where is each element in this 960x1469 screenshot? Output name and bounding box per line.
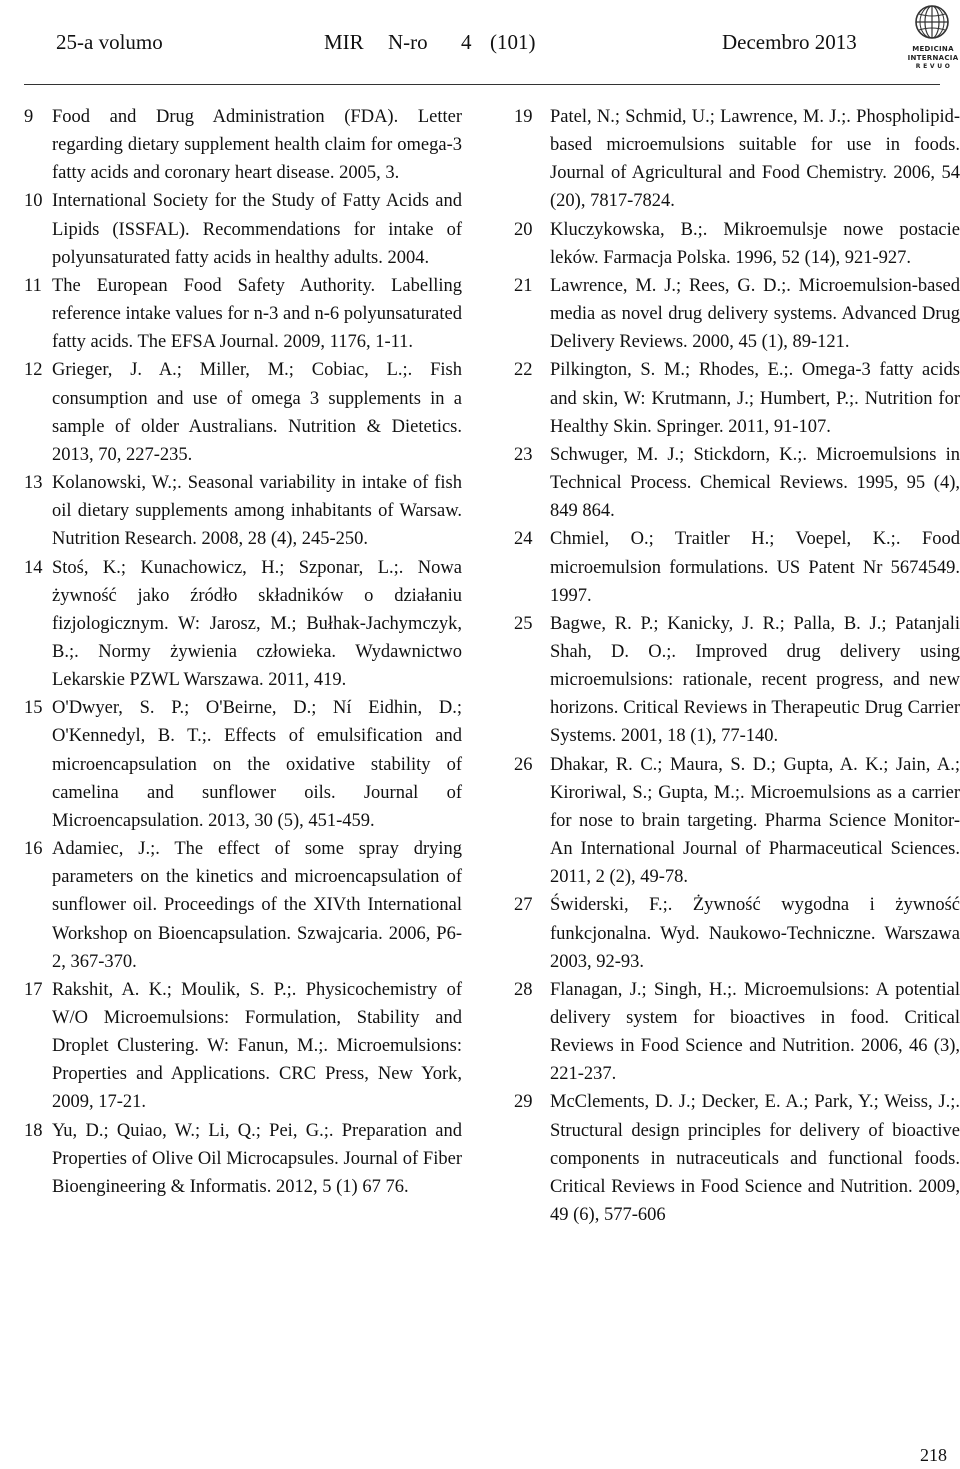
- reference-number: 18: [24, 1120, 43, 1141]
- reference-item: [24, 187, 462, 271]
- reference-text: The European Food Safety Authority. Labelling reference intake values for n-3 and n-6 polyunsaturated fatty acids. The EFSA Journal. 2009, 1176, 1-11.: [52, 275, 462, 353]
- journal-logo: [906, 4, 958, 76]
- reference-item: [514, 891, 960, 975]
- header-issue-number: 4: [461, 30, 472, 54]
- reference-item: [24, 272, 462, 356]
- reference-item: [24, 103, 462, 187]
- reference-text: Stoś, K.; Kunachowicz, H.; Szponar, L.;. Nowa żywność jako źródło składników o działaniu fizjologicznym. W: Jarosz, M.; Bułhak-Jachymczyk, B.;. Normy żywienia człowieka. Wydawnictwo Lekarskie PZWL Warszawa. 2011, 419.: [52, 557, 462, 691]
- reference-item: [514, 976, 960, 1089]
- reference-text: O'Dwyer, S. P.; O'Beirne, D.; Ní Eidhin, D.; O'Kennedyl, B. T.;. Effects of emulsification and microencapsulation on the oxidative stability of camelina and sunflower oils. Journal of Microencapsulation. 2013, 30 (5), 451-459.: [52, 698, 462, 831]
- reference-item: [24, 835, 462, 976]
- page-number: 218: [920, 1445, 947, 1465]
- reference-number: 14: [24, 557, 43, 578]
- reference-text: Pilkington, S. M.; Rhodes, E.;. Omega-3 fatty acids and skin, W: Krutmann, J.; Humbert, P.;. Nutrition for Healthy Skin. Springer. 2011, 91-107.: [550, 360, 960, 437]
- reference-item: [514, 356, 960, 440]
- reference-number: 27: [514, 895, 533, 916]
- header-journal: MIR: [324, 30, 364, 54]
- reference-number: 25: [514, 613, 533, 634]
- reference-number: 26: [514, 754, 533, 775]
- reference-text: Świderski, F.;. Żywność wygodna i żywność funkcjonalna. Wyd. Naukowo-Techniczne. Warszawa 2003, 92-93.: [550, 895, 960, 972]
- reference-text: Dhakar, R. C.; Maura, S. D.; Gupta, A. K.; Jain, A.; Kiroriwal, S.; Gupta, M.;. Microemulsions as a carrier for nose to brain targeting. Pharma Science Monitor-An International Journal of Pharmaceutical Sciences. 2011, 2 (2), 49-78.: [550, 754, 960, 888]
- reference-number: 11: [24, 275, 42, 296]
- reference-text: International Society for the Study of Fatty Acids and Lipids (ISSFAL). Recommendations for intake of polyunsaturated fatty acids in healthy adults. 2004.: [52, 191, 462, 268]
- logo-text-medicina: MEDICINA: [912, 45, 954, 53]
- reference-number: 24: [514, 529, 533, 550]
- reference-item: [514, 272, 960, 356]
- reference-number: 12: [24, 360, 43, 381]
- reference-number: 19: [514, 107, 533, 127]
- reference-number: 9: [24, 107, 34, 127]
- reference-item: [514, 610, 960, 751]
- globe-icon: [914, 4, 950, 40]
- reference-text: Flanagan, J.; Singh, H.;. Microemulsions: A potential delivery system for bioactives in food. Critical Reviews in Food Science and Nutrition. 2006, 46 (3), 221-237.: [550, 979, 960, 1085]
- reference-number: 21: [514, 275, 533, 296]
- header-volume: 25-a volumo: [56, 30, 163, 54]
- reference-text: Food and Drug Administration (FDA). Letter regarding dietary supplement health claim for omega-3 fatty acids and coronary heart disease. 2005, 3.: [52, 107, 462, 184]
- header-issue-label: N-ro: [388, 30, 428, 54]
- reference-text: Adamiec, J.;. The effect of some spray drying parameters on the kinetics and microencapsulation of sunflower oil. Proceedings of the XIVth International Workshop on Bioencapsulation. Szwajcaria. 2006, P6-2, 367-370.: [52, 839, 462, 972]
- reference-item: [514, 1088, 960, 1229]
- reference-text: McClements, D. J.; Decker, E. A.; Park, Y.; Weiss, J.;. Structural design principles for delivery of bioactive components in nutraceuticals and functional foods. Critical Reviews in Food Science and Nutrition. 2009, 49 (6), 577-606: [550, 1092, 960, 1226]
- reference-item: [24, 976, 462, 1117]
- reference-text: Bagwe, R. P.; Kanicky, J. R.; Palla, B. J.; Patanjali Shah, D. O.;. Improved drug delivery using microemulsions: rationale, recent progress, and new horizons. Critical Reviews in Therapeutic Drug Carrier Systems. 2001, 18 (1), 77-140.: [550, 613, 960, 747]
- reference-item: [514, 103, 960, 216]
- reference-number: 28: [514, 979, 533, 1000]
- reference-item: [24, 554, 462, 695]
- reference-number: 17: [24, 979, 43, 1000]
- reference-item: [24, 694, 462, 835]
- references-right-column: [514, 103, 960, 1229]
- reference-text: Schwuger, M. J.; Stickdorn, K.;. Microemulsions in Technical Process. Chemical Reviews. 1995, 95 (4), 849 864.: [550, 444, 960, 522]
- header-issue-total: (101): [490, 30, 536, 54]
- reference-text: Grieger, J. A.; Miller, M.; Cobiac, L.;. Fish consumption and use of omega 3 supplements in a sample of older Australians. Nutrition & Dietetics. 2013, 70, 227-235.: [52, 360, 462, 465]
- reference-item: [24, 469, 462, 553]
- reference-number: 10: [24, 191, 43, 212]
- header-divider: [24, 84, 940, 85]
- reference-item: [24, 356, 462, 469]
- reference-text: Kolanowski, W.;. Seasonal variability in intake of fish oil dietary supplements among inhabitants of Warsaw. Nutrition Research. 2008, 28 (4), 245-250.: [52, 473, 462, 550]
- reference-text: Kluczykowska, B.;. Mikroemulsje nowe postacie leków. Farmacja Polska. 1996, 52 (14), 921-927.: [550, 219, 960, 268]
- reference-text: Lawrence, M. J.; Rees, G. D.;. Microemulsion-based media as novel drug delivery systems. Advanced Drug Delivery Reviews. 2000, 45 (1), 89-121.: [550, 275, 960, 353]
- reference-text: Chmiel, O.; Traitler H.; Voepel, K.;. Food microemulsion formulations. US Patent Nr 5674549. 1997.: [550, 529, 960, 606]
- page-header: [0, 0, 960, 88]
- logo-text-revuo: R E V U O: [915, 63, 951, 70]
- reference-item: [514, 525, 960, 609]
- reference-item: [24, 1117, 462, 1201]
- reference-text: Patel, N.; Schmid, U.; Lawrence, M. J.;. Phospholipid-based microemulsions suitable for use in foods. Journal of Agricultural and Food Chemistry. 2006, 54 (20), 7817-7824.: [550, 107, 960, 212]
- reference-number: 15: [24, 698, 43, 719]
- reference-text: Yu, D.; Quiao, W.; Li, Q.; Pei, G.;. Preparation and Properties of Olive Oil Microcapsules. Journal of Fiber Bioengineering & Informatis. 2012, 5 (1) 67 76.: [52, 1120, 462, 1197]
- header-date: Decembro 2013: [722, 30, 857, 54]
- reference-number: 29: [514, 1092, 533, 1113]
- references-left-column: [24, 103, 462, 1201]
- reference-number: 22: [514, 360, 533, 381]
- reference-number: 20: [514, 219, 533, 240]
- reference-number: 16: [24, 839, 43, 860]
- reference-number: 13: [24, 473, 43, 494]
- reference-item: [514, 216, 960, 272]
- logo-text-internacia: INTERNACIA: [907, 54, 959, 62]
- reference-number: 23: [514, 444, 533, 465]
- reference-item: [514, 751, 960, 892]
- reference-text: Rakshit, A. K.; Moulik, S. P.;. Physicochemistry of W/O Microemulsions: Formulation, Stability and Droplet Clustering. W: Fanun, M.;. Microemulsions: Properties and Applications. CRC Press, New York, 2009, 17-21.: [52, 979, 462, 1113]
- reference-item: [514, 441, 960, 525]
